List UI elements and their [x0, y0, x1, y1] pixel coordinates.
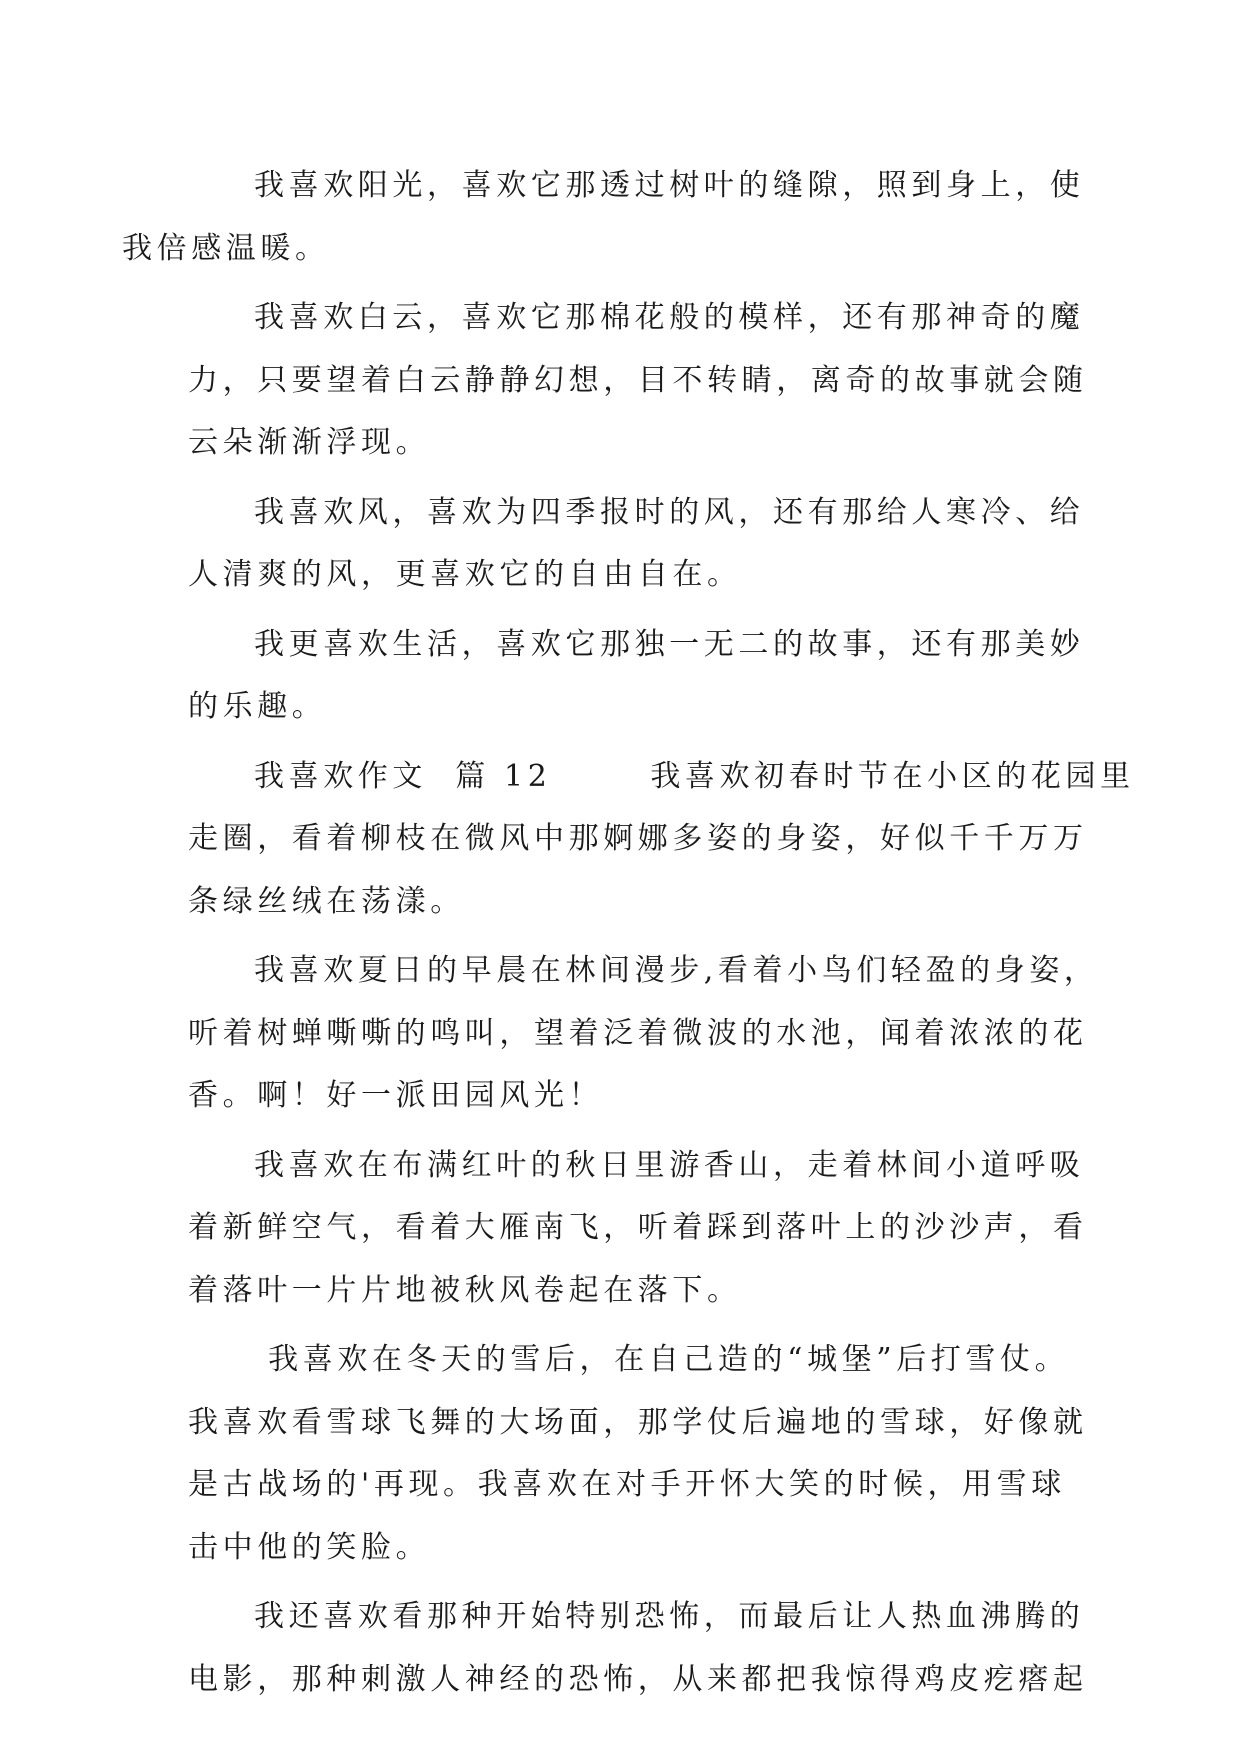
text-line: 我喜欢在冬天的雪后，在自己造的“城堡”后打雪仗。	[254, 1342, 1070, 1377]
text-line: 我喜欢风，喜欢为四季报时的风，还有那给人寒冷、给	[254, 494, 1085, 530]
text-line: 我还喜欢看那种开始特别恐怖，而最后让人热血沸腾的	[254, 1599, 1085, 1634]
text-line: 走圈，看着柳枝在微风中那婀娜多姿的身姿，好似千千万万	[188, 821, 1088, 856]
text-line: 是古战场的'再现。我喜欢在对手开怀大笑的时候，用雪球	[188, 1467, 1066, 1502]
text-line: 人清爽的风，更喜欢它的自由自在。	[188, 557, 742, 592]
paragraph	[188, 1135, 1088, 1323]
text-line: 力，只要望着白云静静幻想，目不转睛，离奇的故事就会随	[188, 362, 1088, 398]
text-line: 我倍感温暖。	[122, 230, 330, 266]
text-line: 听着树蝉嘶嘶的鸣叫，望着泛着微波的水池，闻着浓浓的花	[188, 1015, 1088, 1051]
text-line: 我喜欢夏日的早晨在林间漫步,看着小鸟们轻盈的身姿，	[254, 953, 1099, 988]
document-body	[122, 155, 1135, 1718]
text-line: 我喜欢在布满红叶的秋日里游香山，走着林间小道呼吸	[254, 1147, 1085, 1183]
text-line: 我喜欢阳光，喜欢它那透过树叶的缝隙，照到身上，使	[254, 168, 1085, 203]
text-line: 我喜欢作文 篇 12 我喜欢初春时节在小区的花园里	[254, 758, 1135, 794]
text-line: 击中他的笑脸。	[188, 1529, 431, 1565]
text-line: 着落叶一片片地被秋风卷起在落下。	[188, 1272, 742, 1308]
text-line: 着新鲜空气，看着大雁南飞，听着踩到落叶上的沙沙声，看	[188, 1210, 1088, 1245]
paragraph	[188, 482, 1085, 607]
paragraph	[188, 287, 1088, 475]
paragraph	[188, 940, 1099, 1128]
paragraph	[188, 1329, 1088, 1579]
text-line: 云朵渐渐浮现。	[188, 425, 431, 460]
paragraph	[122, 155, 1085, 280]
paragraph	[188, 1586, 1088, 1711]
text-line: 的乐趣。	[188, 689, 327, 724]
text-line: 我喜欢看雪球飞舞的大场面，那学仗后遍地的雪球，好像就	[188, 1404, 1088, 1440]
text-line: 我喜欢白云，喜欢它那棉花般的模样，还有那神奇的魔	[254, 300, 1085, 335]
paragraph	[188, 746, 1135, 934]
text-line: 香。啊！好一派田园风光！	[188, 1078, 604, 1113]
paragraph	[188, 614, 1085, 739]
text-line: 我更喜欢生活，喜欢它那独一无二的故事，还有那美妙	[254, 626, 1085, 662]
text-line: 电影，那种刺激人神经的恐怖，从来都把我惊得鸡皮疙瘩起	[188, 1661, 1088, 1697]
text-line: 条绿丝绒在荡漾。	[188, 883, 465, 919]
